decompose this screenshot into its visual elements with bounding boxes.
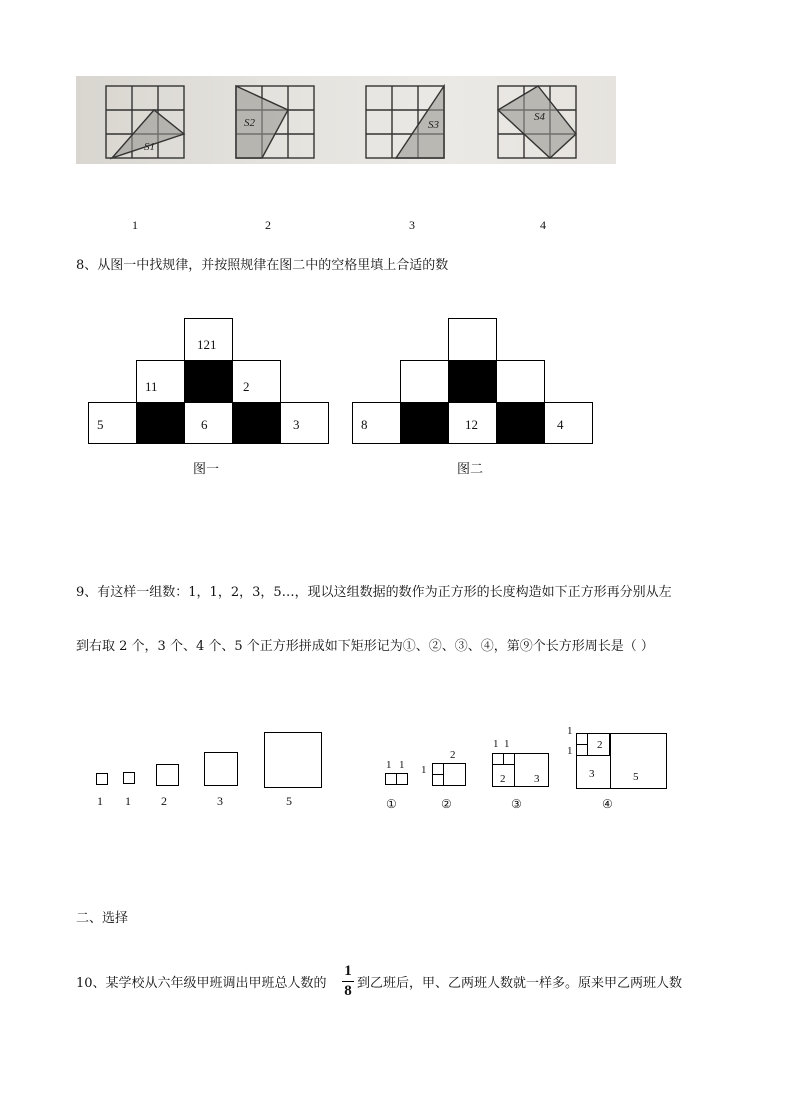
grid-label-s1: S1 [144, 141, 155, 153]
square-1b [123, 772, 135, 784]
grid-number-4: 4 [540, 218, 546, 232]
rect4-label-1b: 1 [567, 745, 573, 757]
fig1-bottom-cell-5: 3 [280, 402, 329, 444]
grid-label-s4: S4 [534, 111, 545, 123]
grid-number-2: 2 [265, 218, 271, 232]
fraction-bar [342, 981, 354, 982]
fig2-bottom-black-2 [496, 402, 545, 444]
fig2-bottom-cell-3: 12 [448, 402, 497, 444]
fig2-top-cell[interactable] [448, 318, 497, 361]
square-label-3: 3 [217, 794, 223, 808]
fig1-mid-left-cell: 11 [136, 360, 185, 403]
rect-label-4: ④ [602, 797, 613, 811]
fig2-mid-left-cell[interactable] [400, 360, 449, 403]
square-2 [156, 764, 179, 786]
grid-figures-svg [76, 76, 616, 164]
square-3 [204, 752, 238, 786]
section-2-title: 二、选择 [76, 911, 129, 926]
rect2-label-2: 2 [450, 749, 456, 761]
rect1-label-a: 1 [386, 759, 392, 771]
rect4-label-3: 3 [589, 768, 595, 780]
fig2-bottom-black-1 [400, 402, 449, 444]
rect1-sq-1b [396, 773, 408, 785]
fig1-bottom-cell-3: 6 [184, 402, 233, 444]
rect3-label-2: 2 [500, 773, 506, 785]
grid-figures-photo [76, 76, 616, 164]
rect4-label-2: 2 [597, 739, 603, 751]
rect4-label-5: 5 [633, 771, 639, 783]
fig2-bottom-cell-5: 4 [544, 402, 593, 444]
question-10-text-before: 10、某学校从六年级甲班调出甲班总人数的 [76, 976, 327, 991]
figure-2-caption: 图二 [457, 462, 484, 477]
grid-label-s3: S3 [428, 119, 439, 131]
question-9-line-1: 9、有这样一组数：1，1，2，3，5…，现以这组数据的数作为正方形的长度构造如下正方形再分别从左 [76, 585, 672, 600]
fraction-numerator: 1 [344, 963, 352, 979]
fig1-bottom-cell-1: 5 [88, 402, 137, 444]
rect2-label-1: 1 [421, 764, 427, 776]
rect2-sq-2 [443, 763, 466, 786]
fig2-bottom-cell-1: 8 [352, 402, 401, 444]
question-10-text-after: 到乙班后，甲、乙两班人数就一样多。原来甲乙两班人数 [357, 976, 683, 991]
fig1-top-cell: 121 [184, 318, 233, 361]
rect-label-2: ② [441, 797, 452, 811]
fig1-mid-black-cell [184, 360, 233, 403]
grid-number-3: 3 [409, 218, 415, 232]
rect3-label-1b: 1 [504, 738, 510, 750]
figure-1-caption: 图一 [193, 462, 220, 477]
square-5 [264, 732, 322, 788]
rect3-sq-3 [514, 753, 549, 787]
square-label-5: 5 [286, 794, 292, 808]
rect-label-1: ① [386, 797, 397, 811]
rect1-label-b: 1 [399, 759, 405, 771]
fig2-mid-right-cell[interactable] [496, 360, 545, 403]
fig1-mid-right-cell: 2 [232, 360, 281, 403]
question-8-text: 8、从图一中找规律，并按照规律在图二中的空格里填上合适的数 [76, 258, 449, 273]
square-label-1b: 1 [125, 794, 131, 808]
fig1-bottom-black-1 [136, 402, 185, 444]
grid-number-1: 1 [132, 218, 138, 232]
square-label-2: 2 [161, 794, 167, 808]
fraction-denominator: 8 [344, 983, 352, 999]
rect4-label-1a: 1 [567, 725, 573, 737]
fig2-mid-black-cell [448, 360, 497, 403]
fig1-bottom-black-2 [232, 402, 281, 444]
rect3-label-1a: 1 [493, 738, 499, 750]
square-label-1a: 1 [97, 794, 103, 808]
question-9-line-2: 到右取 2 个，3 个、4 个、5 个正方形拼成如下矩形记为①、②、③、④，第⑨个长方形周长是（ ） [76, 639, 654, 654]
rect3-label-3: 3 [534, 773, 540, 785]
square-1a [96, 773, 108, 785]
rect-label-3: ③ [511, 797, 522, 811]
grid-label-s2: S2 [244, 117, 255, 129]
